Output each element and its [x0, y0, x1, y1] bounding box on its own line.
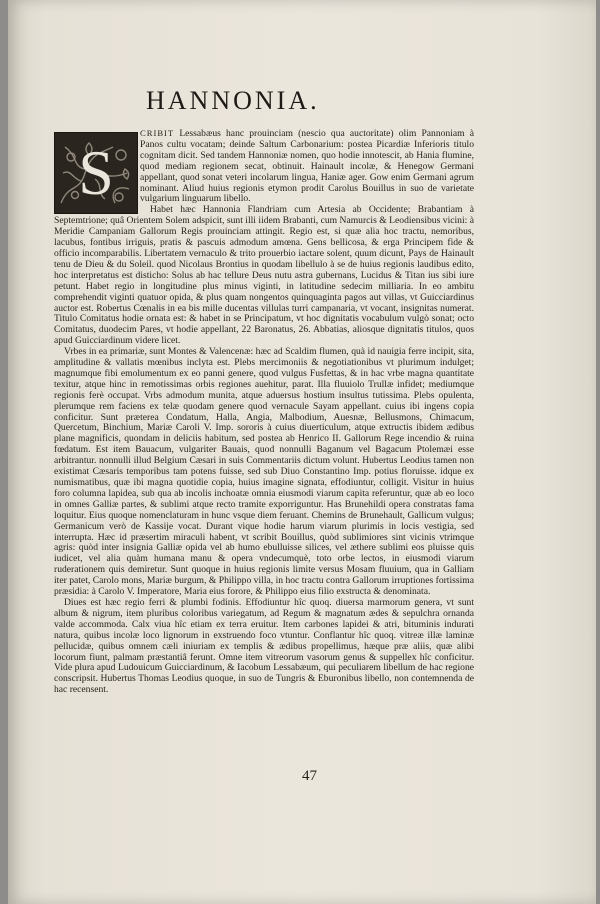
- initial-letter: S: [78, 137, 114, 208]
- initial-gap: [54, 128, 140, 212]
- paragraph-2: Habet hæc Hannonia Flandriam cum Artesia ab Occidente; Brabantiam à Septemtrione; quâ Orientem Solem adspicit, sunt illi iidem Brabanti, cum Namurcis & Leodiensibus vicini: à Meridie Campaniam Gallorum Regis prouinciam attingit. Regio est, si quæ alia hoc tractu, nemoribus, lacubus, fontibus irriguis, pratis & pascuis admodum amœna. Gens bellicosa, & erga Principem fide & officio incomparabilis. Libertatem vernaculo & trito prouerbio iactare solent, quum dicunt, Pays de Hainault tenu de Dieu & du Soleil. quod Nicolaus Brontius in quodam libellulo à se de huius regionis laudibus edito, hoc interpretatus est disticho: Solus ab hac tellure Deus nutu astra gubernans, Lucidus & Titan ius sibi iure petunt. Habet regio in longitudine plus minus viginti, in latitudine sedecim milliaria. In eo ambitu comprehendit viginti quatuor opida, & plus quam nongentos quinquaginta pagos aut villas, vt Guicciardinus auctor est. Robertus Cœnalis in ea bis mille ducentas villulas turri campanaria, vt vocant, insignitas numerat. Titulo Comitatus hodie ornata est: & habet in se Principatum, vt hoc dignitatis vocabulum vulgò sonat; octo Comitatus, duodecim Pares, vt hodie appellant, 22 Baronatus, 26. Abbatias, aliosque dignitatis titulos, quos apud Guicciardinum videre licet.: [54, 204, 474, 347]
- page-title: HANNONIA.: [146, 86, 320, 115]
- paragraph-1-text: Lessabæus hanc prouinciam (nescio qua auctoritate) olim Pannoniam à Panos cultu vocatam; deinde Saltum Carbonarium: postea Picardiæ Inferioris titulo cognitam dicit. Sed tandem Hannoniæ nomen, quo hodie innotescit, ab Hania flumine, quod mediam regionem secat, obtinuit. Hainault incolæ, & Henegow Germani appellant, quod sonat veteri incolarum lingua, Haniæ ager. Gow enim Germani agrum nominant. Aliud huius regionis etymon prodit Carolus Bouillus in suo de varietate vulgarium linguarum libello.: [140, 128, 474, 205]
- book-page: [8, 0, 596, 904]
- paragraph-4: Diues est hæc regio ferri & plumbi fodinis. Effodiuntur hîc quoq. diuersa marmorum genera, vt sunt album & nigrum, item pluribus coloribus variegatum, ad Regum & magnatum ædes & sepulchra ornanda valde accommoda. Calx viua hîc etiam ex terra eruitur. Item carbones lapidei & atri, bituminis indurati natura, quibus incolæ loco lignorum in exstruendo foco vtuntur. Conflantur hîc quoq. vitreæ illæ laminæ pellucidæ, quibus omnem cæli iniuriam ex templis & ædibus propellimus, hæque præ aliis, quæ alibi locorum fiunt, palmam præstantiâ ferunt. Omne item vitreorum vasorum genus & suppellex hîc conficitur. Vide plura apud Ludouicum Guicciardinum, & Iacobum Lessabæum, qui peculiarem libellum de hac regione conscripsit. Hubertus Thomas Leodius quoque, in suo de Tungris & Eburonibus libello, non contemnenda de hac recensent.: [54, 596, 474, 696]
- lead-word: CRIBIT: [140, 128, 175, 138]
- page-number: 47: [302, 768, 317, 784]
- paragraph-3: Vrbes in ea primariæ, sunt Montes & Valencenæ: hæc ad Scaldim flumen, quà id nauigia ferre incipit, sita, amplitudine & vallatis mœnibus inclyta est. Plebs mercimoniis & negotiationibus vt plurimum indulget; magnumque fibi emolumentum ex eo panni genere, quod vulgus Fusfettas, & in hac vrbe magna quantitate texitur, atque hinc in remotissimas orbis regiones auehitur, parat. Illa fluuiolo Trullæ infidet; mediumque regionis ferè occupat. Vrbs admodum munita, atque aduersus hostium insultus tutissima. Plebs opulenta, plerumque rem faciens ex telæ quodam genere quod vernacule Sayam appellant. cuius ibi ingens copia conficitur. Sunt præterea Condatum, Halla, Angia, Malbodium, Auesnæ, Bellusmons, Chimacum, Quercetum, Binchium, Mariæ Caroli V. Imp. sororis à cuius diuerticulum, atque extructis ibidem ædibus plane magnificis, quondam in deliciis habitum, sed postea ab Henrico II. Gallorum Rege incendio & ruina fœdatum. Est item Bauacum, vulgariter Bauais, quod nonnulli Baganum vel Bagacum Ptolemæi esse arbitrantur. nonnulli illud Belgium Cæsari in suis Commentariis dictum volunt. Hubertus Leodius tamen non existimat Cæsaris temporibus tam potens fuisse, sed sub Diuo Constantino Imp. potius floruisse. idque ex numismatibus, quæ ibi magna quotidie copia, huius imagine signata, effodiuntur, colligit. Visitur in huius foro columna lapidea, sub qua ab incolis inchoatæ omnia eiusmodi viarum capita referuntur, quæ ab eo loco in omnes Galliæ partes, & sublimi atque recto tramite exporriguntur. Has Brunehildi opera constratas fama loquitur. Eius quoque nomenclaturam in hunc vsque diem feruant. Chemins de Brunehault, Gallicum vulgus; Germanicum verò de Kassije vocat. Durant vique hodie harum viarum plurimis in locis vestigia, sed interrupta. Hæc id præsertim miraculi habent, vt scribit Bouillus, quòd sublimiores sint vicinis vtrimque agris: quòd inter insignia Galliæ opida vel ab humo ebulluisse silices, vel æthere sublimi eos pluisse quis iudicet, vel alia quàm humana manu & opera vndecumquè, toto orbe lectos, in eiusmodi viarum ruderationem quis demiretur. Sunt quoque in huius regionis limite versus Mosam fluuium, qua in Galliam iter patet, Carolo mons, Mariæ burgum, & Philippo villa, in hoc tractu contra Gallorum irruptiones fortissima præsidia: à Carolo V. Imperatore, Maria eius forore, & Philippo eius filio exstructa & denominata.: [54, 346, 474, 598]
- body-text: [54, 128, 474, 696]
